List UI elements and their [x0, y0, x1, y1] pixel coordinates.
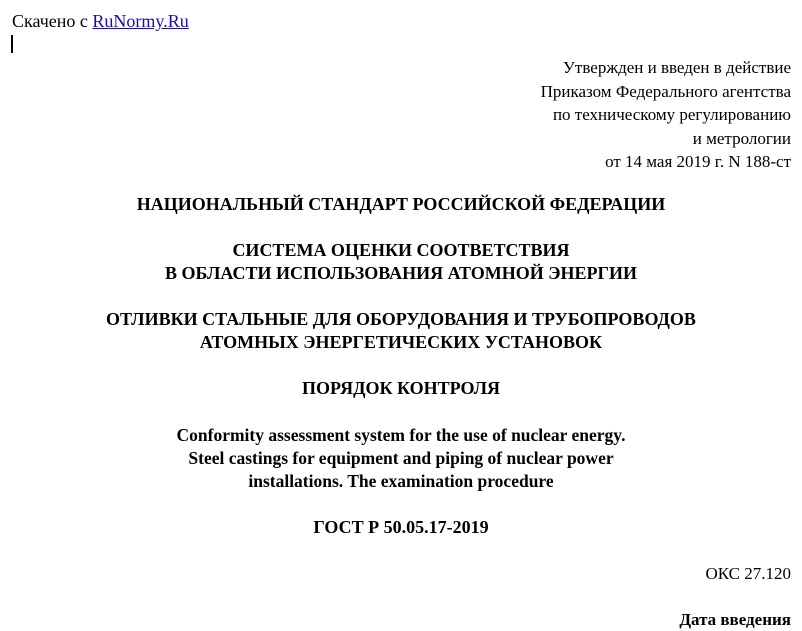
intro-date-label: Дата введения	[679, 610, 791, 629]
english-title-line: Steel castings for equipment and piping of nuclear power	[188, 448, 614, 468]
approval-line: Утвержден и введен в действие	[562, 58, 791, 77]
standard-designation: ГОСТ Р 50.05.17-2019	[313, 517, 489, 537]
english-title-line: installations. The examination procedure	[248, 471, 554, 491]
subject-title-line: ОТЛИВКИ СТАЛЬНЫЕ ДЛЯ ОБОРУДОВАНИЯ И ТРУБОПРОВОДОВ	[106, 309, 696, 329]
oks-code: ОКС 27.120	[705, 564, 791, 583]
approval-line: от 14 мая 2019 г. N 188-ст	[605, 152, 791, 171]
approval-block	[541, 56, 791, 174]
approval-line: по техническому регулированию	[552, 105, 791, 124]
source-link[interactable]: RuNormy.Ru	[92, 11, 189, 31]
national-standard-title: НАЦИОНАЛЬНЫЙ СТАНДАРТ РОССИЙСКОЙ ФЕДЕРАЦИИ	[136, 194, 666, 214]
source-prefix: Скачено с	[12, 11, 93, 31]
subject-title-line: АТОМНЫХ ЭНЕРГЕТИЧЕСКИХ УСТАНОВОК	[199, 332, 603, 352]
approval-line: Приказом Федерального агентства	[540, 81, 791, 101]
approval-line: и метрологии	[692, 128, 791, 148]
text-cursor	[11, 35, 13, 53]
system-title-line: В ОБЛАСТИ ИСПОЛЬЗОВАНИЯ АТОМНОЙ ЭНЕРГИИ	[165, 263, 637, 283]
procedure-title: ПОРЯДОК КОНТРОЛЯ	[301, 378, 501, 398]
source-line	[12, 10, 189, 32]
system-title-line: СИСТЕМА ОЦЕНКИ СООТВЕТСТВИЯ	[232, 240, 570, 260]
english-title-line: Conformity assessment system for the use of nuclear energy.	[176, 425, 626, 445]
